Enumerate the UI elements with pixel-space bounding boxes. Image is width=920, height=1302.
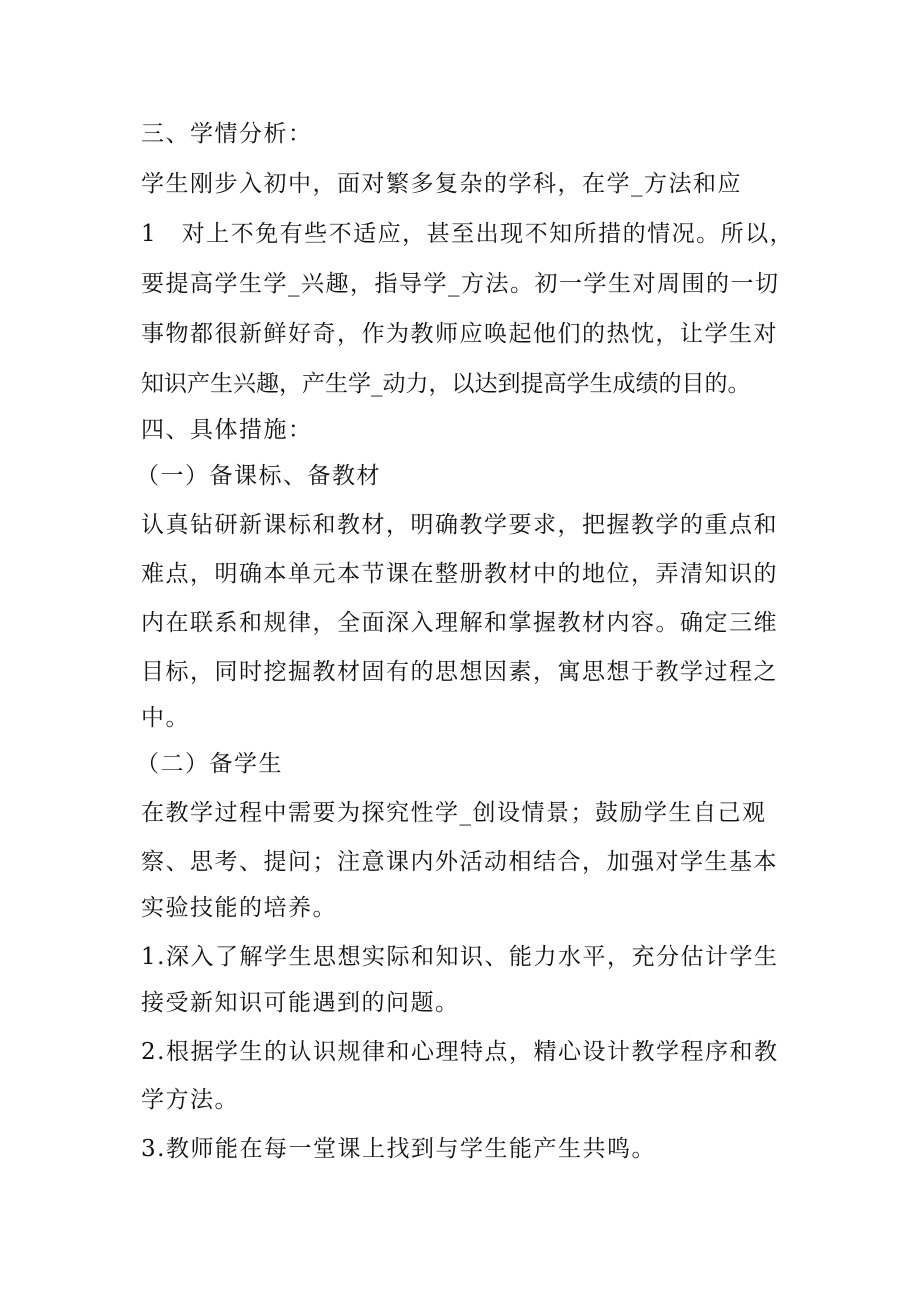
section-heading-measures: 四、具体措施： (141, 417, 313, 443)
list-item-1: 1.深入了解学生思想实际和知识、能力水平，充分估计学生 (141, 944, 779, 970)
paragraph-line: 事物都很新鲜好奇，作为教师应唤起他们的热忱，让学生对 (141, 321, 778, 347)
subheading-students: （二）备学生 (136, 751, 283, 777)
list-item-2-continued: 学方法。 (141, 1087, 239, 1113)
paragraph-line: 知识产生兴趣，产生学_动力，以达到提高学生成绩的目的。 (141, 371, 751, 397)
section-heading-student-analysis: 三、学情分析： (141, 121, 313, 147)
paragraph-line: 实验技能的培养。 (141, 895, 337, 921)
paragraph-line: 内在联系和规律，全面深入理解和掌握教材内容。确定三维 (141, 610, 778, 636)
list-item-1-continued: 接受新知识可能遇到的问题。 (141, 990, 460, 1016)
subheading-curriculum: （一）备课标、备教材 (136, 463, 381, 489)
list-item-3: 3.教师能在每一堂课上找到与学生能产生共鸣。 (141, 1136, 656, 1162)
list-item-2: 2.根据学生的认识规律和心理特点，精心设计教学程序和教 (141, 1039, 779, 1065)
paragraph-line: 1 对上不免有些不适应，甚至出现不知所措的情况。所以， (141, 221, 795, 247)
paragraph-line: 中。 (141, 705, 190, 731)
paragraph-line: 要提高学生学_兴趣，指导学_方法。初一学生对周围的一切 (141, 271, 780, 297)
paragraph-line: 目标，同时挖掘教材固有的思想因素，寓思想于教学过程之 (141, 659, 778, 685)
paragraph-line: 在教学过程中需要为探究性学_创设情景；鼓励学生自己观 (141, 800, 767, 826)
paragraph-line: 认真钻研新课标和教材，明确教学要求，把握教学的重点和 (141, 512, 778, 538)
paragraph-line: 察、思考、提问；注意课内外活动相结合，加强对学生基本 (141, 849, 778, 875)
paragraph-line: 学生刚步入初中，面对繁多复杂的学科，在学_方法和应 (141, 171, 742, 197)
paragraph-line: 难点，明确本单元本节课在整册教材中的地位，弄清知识的 (141, 561, 778, 587)
